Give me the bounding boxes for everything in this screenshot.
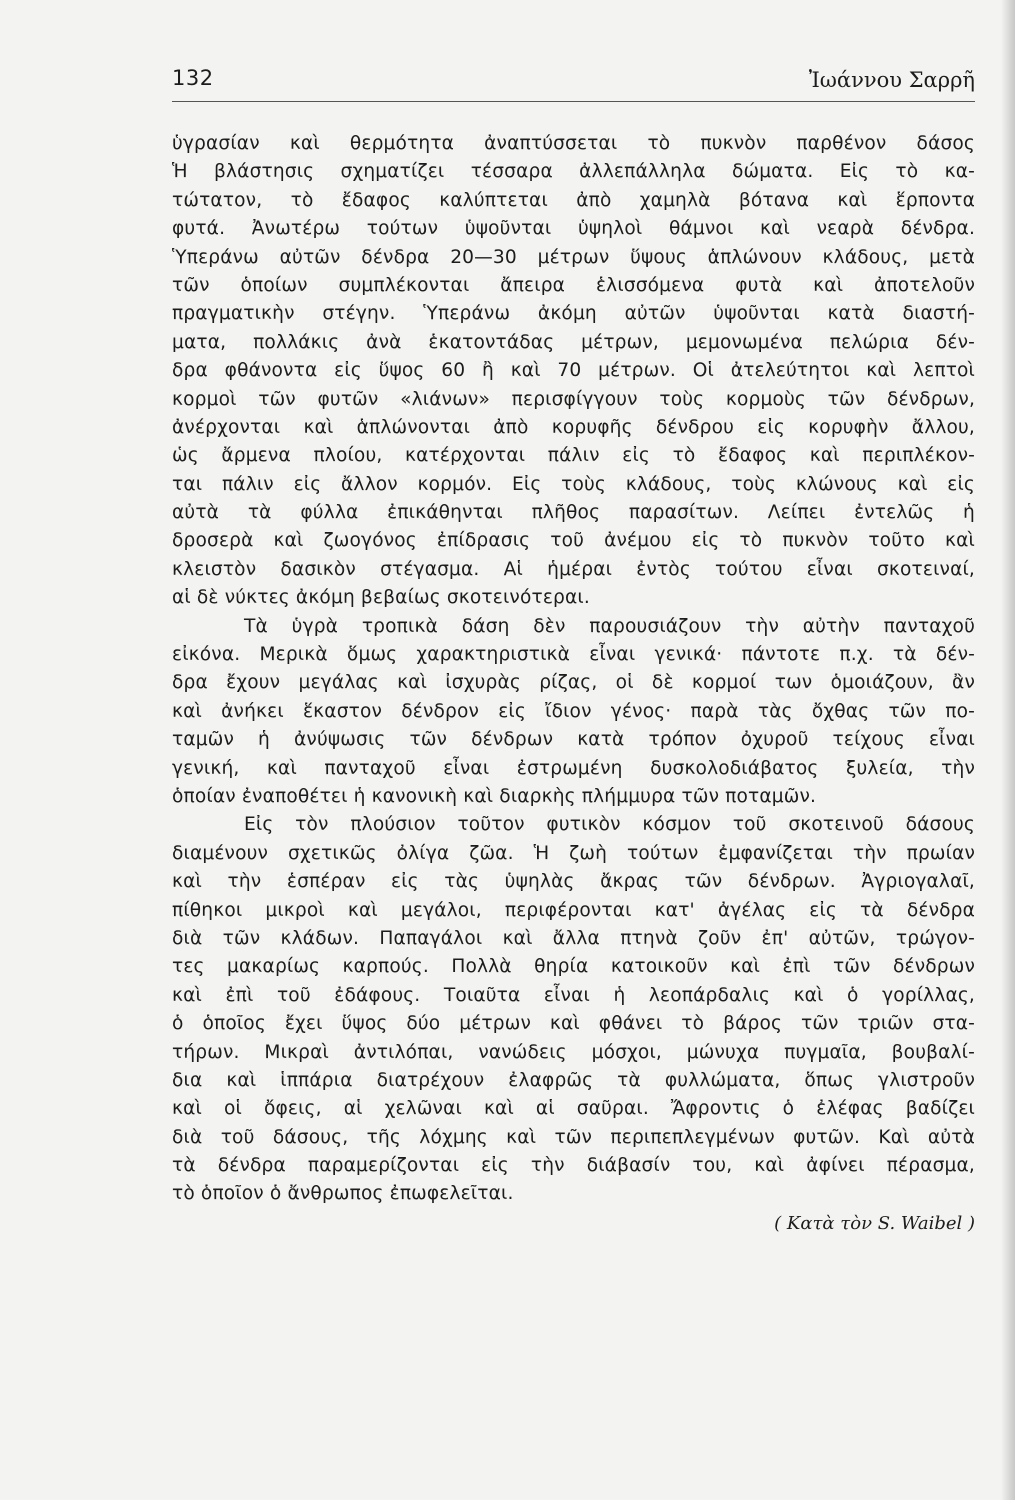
text-line: ται πάλιν εἰς ἄλλον κορμόν. Εἰς τοὺς κλάδους, τοὺς κλώνους καὶ εἰς [172,473,975,495]
text-line: ὁποίαν ἐναποθέτει ἡ κανονικὴ καὶ διαρκὴς πλήμμυρα τῶν ποταμῶν. [172,785,817,807]
text-line: πραγματικὴν στέγην. Ὑπεράνω ἀκόμη αὐτῶν ὑψοῦνται κατὰ διαστή- [172,303,975,325]
text-line: τώτατον, τὸ ἔδαφος καλύπτεται ἀπὸ χαμηλὰ βότανα καὶ ἕρποντα [172,189,975,211]
text-line: διὰ τοῦ δάσους, τῆς λόχμης καὶ τῶν περιπεπλεγμένων φυτῶν. Καὶ αὐτὰ [172,1126,975,1148]
text-line: κορμοὶ τῶν φυτῶν «λιάνων» περισφίγγουν τοὺς κορμοὺς τῶν δένδρων, [172,388,975,410]
text-line: διὰ τῶν κλάδων. Παπαγάλοι καὶ ἄλλα πτηνὰ ζοῦν ἐπ' αὐτῶν, τρώγον- [172,927,975,949]
text-line: εἰκόνα. Μερικὰ ὅμως χαρακτηριστικὰ εἶναι γενικά· πάντοτε π.χ. τὰ δέν- [172,644,975,666]
text-line: φυτά. Ἀνωτέρω τούτων ὑψοῦνται ὑψηλοὶ θάμνοι καὶ νεαρὰ δένδρα. [172,218,975,240]
text-line: Ἡ βλάστησις σχηματίζει τέσσαρα ἀλλεπάλληλα δώματα. Εἰς τὸ κα- [172,161,975,183]
text-line: ὁ ὁποῖος ἔχει ὕψος δύο μέτρων καὶ φθάνει τὸ βάρος τῶν τριῶν στα- [172,1013,975,1035]
text-line: καὶ ἀνήκει ἕκαστον δένδρον εἰς ἴδιον γένος· παρὰ τὰς ὄχθας τῶν πο- [172,700,975,722]
text-line: κλειστὸν δασικὸν στέγασμα. Αἱ ἡμέραι ἐντὸς τούτου εἶναι σκοτειναί, [172,558,975,580]
paragraph-start-line: Εἰς τὸν πλούσιον τοῦτον φυτικὸν κόσμον τοῦ σκοτεινοῦ δάσους [244,814,975,836]
text-line: ταμῶν ἡ ἀνύψωσις τῶν δένδρων κατὰ τρόπον ὀχυροῦ τείχους εἶναι [172,729,975,751]
text-line: ἀνέρχονται καὶ ἁπλώνονται ἀπὸ κορυφῆς δένδρου εἰς κορυφὴν ἄλλου, [172,416,975,438]
running-head-author: Ἰωάννου Σαρρῆ [808,68,975,92]
body-text [172,130,975,1209]
text-line: γενική, καὶ πανταχοῦ εἶναι ἐστρωμένη δυσκολοδιάβατος ξυλεία, τὴν [172,757,975,779]
text-line: πίθηκοι μικροὶ καὶ μεγάλοι, περιφέρονται κατ' ἀγέλας εἰς τὰ δένδρα [172,899,975,921]
text-line: Ὑπεράνω αὐτῶν δένδρα 20—30 μέτρων ὕψους ἁπλώνουν κλάδους, μετὰ [172,246,975,268]
text-line: τῶν ὁποίων συμπλέκονται ἄπειρα ἑλισσόμενα φυτὰ καὶ ἀποτελοῦν [172,274,975,296]
text-line: δια καὶ ἱππάρια διατρέχουν ἐλαφρῶς τὰ φυλλώματα, ὅπως γλιστροῦν [172,1069,975,1091]
text-line: δρα ἔχουν μεγάλας καὶ ἰσχυρὰς ρίζας, οἱ δὲ κορμοί των ὁμοιάζουν, ἂν [172,672,975,694]
text-line: καὶ οἱ ὄφεις, αἱ χελῶναι καὶ αἱ σαῦραι. Ἄφροντις ὁ ἐλέφας βαδίζει [172,1098,975,1120]
text-line: ὡς ἄρμενα πλοίου, κατέρχονται πάλιν εἰς τὸ ἔδαφος καὶ περιπλέκον- [172,445,975,467]
page-edge-shadow [1001,0,1015,1500]
text-line: καὶ ἐπὶ τοῦ ἐδάφους. Τοιαῦτα εἶναι ἡ λεοπάρδαλις καὶ ὁ γορίλλας, [172,984,975,1006]
text-line: αἱ δὲ νύκτες ἀκόμη βεβαίως σκοτεινότεραι. [172,587,590,609]
text-line: διαμένουν σχετικῶς ὀλίγα ζῶα. Ἡ ζωὴ τούτων ἐμφανίζεται τὴν πρωίαν [172,842,975,864]
text-line: τὸ ὁποῖον ὁ ἄνθρωπος ἐπωφελεῖται. [172,1183,514,1205]
page-header [172,66,975,98]
text-line: τήρων. Μικραὶ ἀντιλόπαι, νανώδεις μόσχοι, μώνυχα πυγμαῖα, βουβαλί- [172,1041,975,1063]
header-rule [172,101,975,102]
text-line: ὑγρασίαν καὶ θερμότητα ἀναπτύσσεται τὸ πυκνὸν παρθένον δάσος [172,133,975,154]
source-attribution: ( Κατὰ τὸν S. Waibel ) [774,1213,975,1234]
text-line: ματα, πολλάκις ἀνὰ ἑκατοντάδας μέτρων, μεμονωμένα πελώρια δέν- [172,331,975,353]
text-line: αὐτὰ τὰ φύλλα ἐπικάθηνται πλῆθος παρασίτων. Λείπει ἐντελῶς ἡ [172,502,975,524]
text-line: καὶ τὴν ἑσπέραν εἰς τὰς ὑψηλὰς ἄκρας τῶν δένδρων. Ἀγριογαλαῖ, [172,871,975,893]
text-line: τὰ δένδρα παραμερίζονται εἰς τὴν διάβασίν του, καὶ ἀφίνει πέρασμα, [172,1155,975,1177]
text-line: τες μακαρίως καρπούς. Πολλὰ θηρία κατοικοῦν καὶ ἐπὶ τῶν δένδρων [172,956,975,978]
text-line: δρα φθάνοντα εἰς ὕψος 60 ἢ καὶ 70 μέτρων. Οἱ ἀτελεύτητοι καὶ λεπτοὶ [172,360,975,382]
paragraph-start-line: Τὰ ὑγρὰ τροπικὰ δάση δὲν παρουσιάζουν τὴν αὐτὴν πανταχοῦ [244,615,975,637]
text-line: δροσερὰ καὶ ζωογόνος ἐπίδρασις τοῦ ἀνέμου εἰς τὸ πυκνὸν τοῦτο καὶ [172,530,975,552]
page-number: 132 [172,66,214,90]
